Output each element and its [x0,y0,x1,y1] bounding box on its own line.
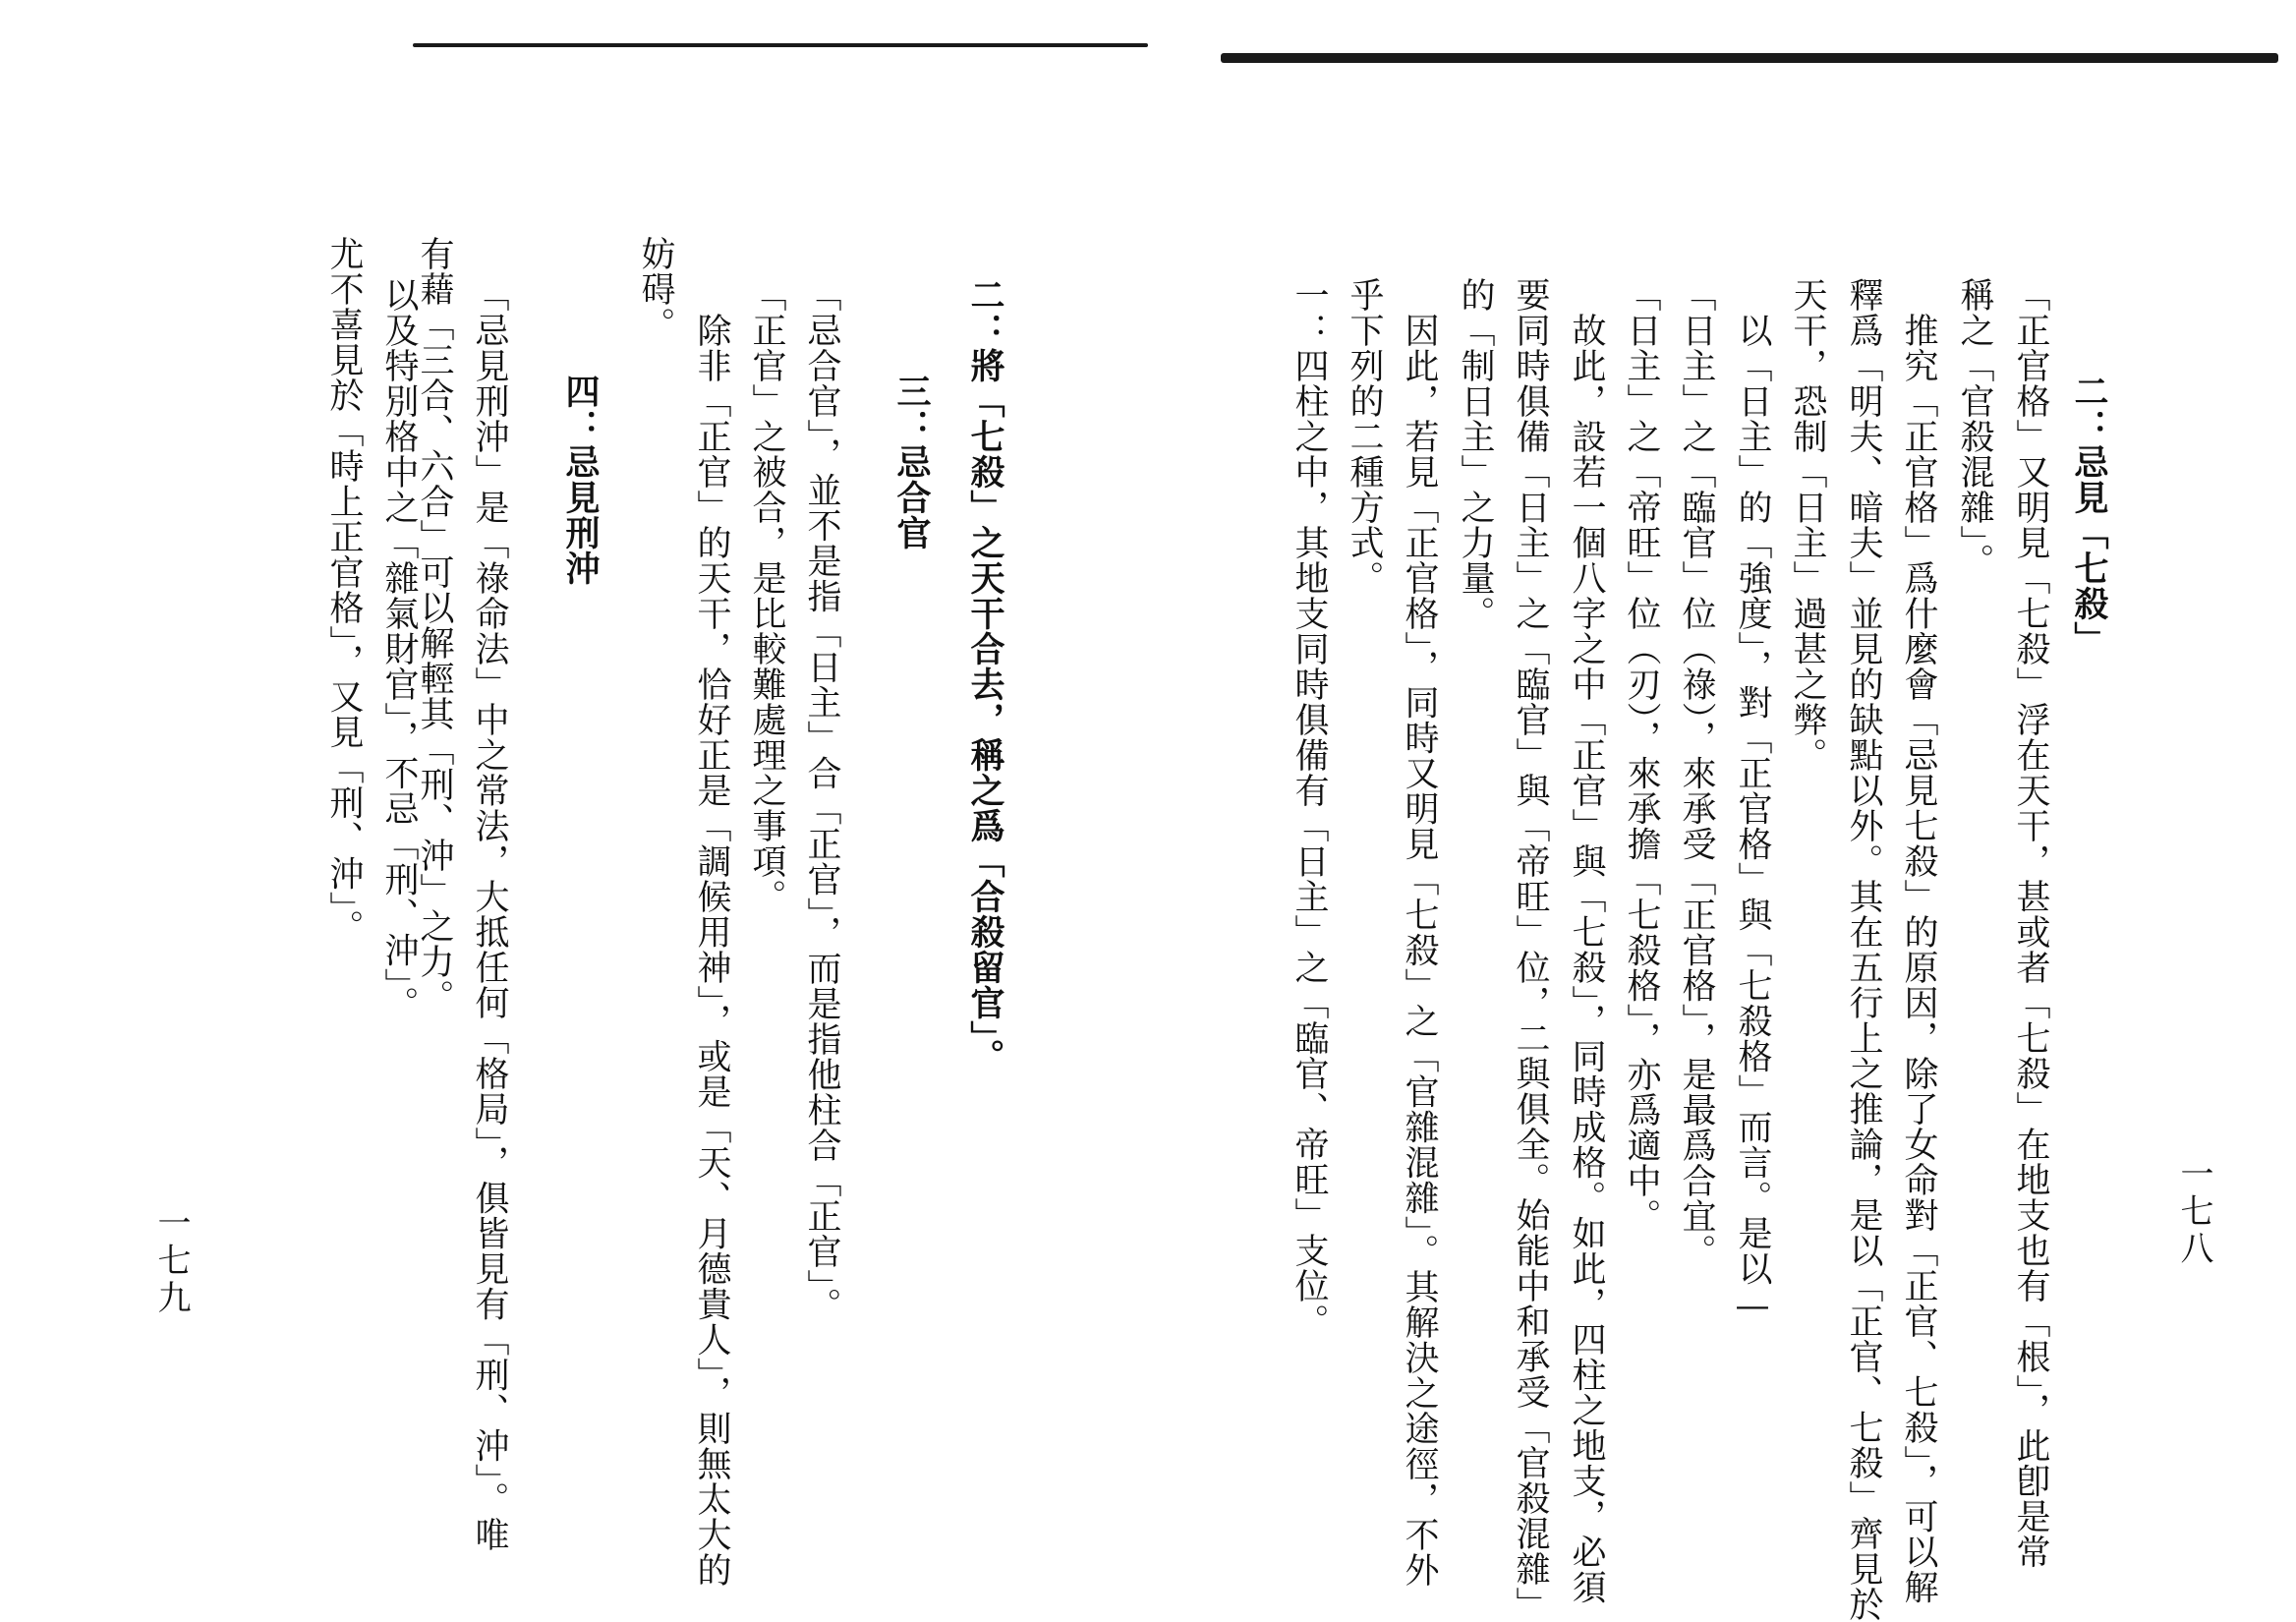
body-column: 「日主」之「帝旺」位（刃），來承擔「七殺格」，亦爲適中。 [1622,277,1661,1234]
body-column: 「正官」之被合，是比較難處理之事項。 [747,277,786,914]
body-column: 要同時俱備「日主」之「臨官」與「帝旺」位，二與俱全。始能中和承受「官殺混雜」 [1511,277,1550,1622]
body-column: 「正官格」又明見「七殺」浮在天干，甚或者「七殺」在地支也有「根」，此卽是常 [2011,277,2050,1570]
page-number: 一七八 [2174,1156,2213,1268]
body-column: 的「制日主」之力量。 [1456,277,1495,631]
section-heading-avoid-seven-kill: 二：忌見「七殺」 [2069,374,2109,657]
section-heading-avoid-clash-punish: 四：忌見刑沖 [560,374,601,586]
page-number: 一七九 [151,1205,191,1317]
body-column: 因此，若見「正官格」，同時又明見「七殺」之「官雜混雜」。其解決之途徑，不外 [1400,313,1439,1588]
body-column: 「忌見刑沖」是「祿命法」中之常法，大抵任何「格局」，俱皆見有「刑、沖」。唯 [470,277,509,1552]
body-column: 故此，設若一個八字之中「正官」與「七殺」，同時成格。如此，四柱之地支，必須 [1567,313,1606,1605]
body-column: 稱之「官殺混雜」。 [1955,277,1994,579]
section-heading-combine-away-seven-kill: 二：將「七殺」之天干合去，稱之爲「合殺留官」。 [965,277,1005,1074]
body-column: 乎下列的二種方式。 [1345,277,1384,596]
body-column: 尤不喜見於「時上正官格」，又見「刑、沖」。 [324,236,364,945]
body-column: 以「日主」的「強度」，對「正官格」與「七殺格」而言。是以— [1733,313,1772,1327]
body-column: 有藉「三合、六合」可以解輕其「刑、沖」之力。 [415,236,454,1014]
body-column: 除非「正官」的天干，恰好正是「調候用神」，或是「天、月德貴人」，則無太大的 [692,313,731,1588]
body-column: 「日主」之「臨官」位（祿），來承受「正官格」，是最爲合宜。 [1677,277,1716,1269]
left-page [0,0,1148,1620]
body-column: 天干，恐制「日主」過甚之弊。 [1788,277,1827,773]
body-column: 妨碍。 [636,236,675,342]
body-column: 「忌合官」，並不是指「日主」合「正官」，而是指他柱合「正官」。 [802,277,841,1323]
right-page [1148,0,2296,1620]
body-column: 推究「正官格」爲什麼會「忌見七殺」的原因，除了女命對「正官、七殺」，可以解 [1899,313,1938,1605]
body-column: 釋爲「明夫、暗夫」並見的缺點以外。其在五行上之推論，是以「正官、七殺」齊見於 [1844,277,1883,1622]
body-column: 以及特別格中之「雜氣財官」，不忌「刑、沖」。 [379,277,419,1021]
body-column: 一：四柱之中，其地支同時俱備有「日主」之「臨官、帝旺」支位。 [1290,277,1329,1339]
section-heading-avoid-combining-officer: 三：忌合官 [891,374,932,550]
